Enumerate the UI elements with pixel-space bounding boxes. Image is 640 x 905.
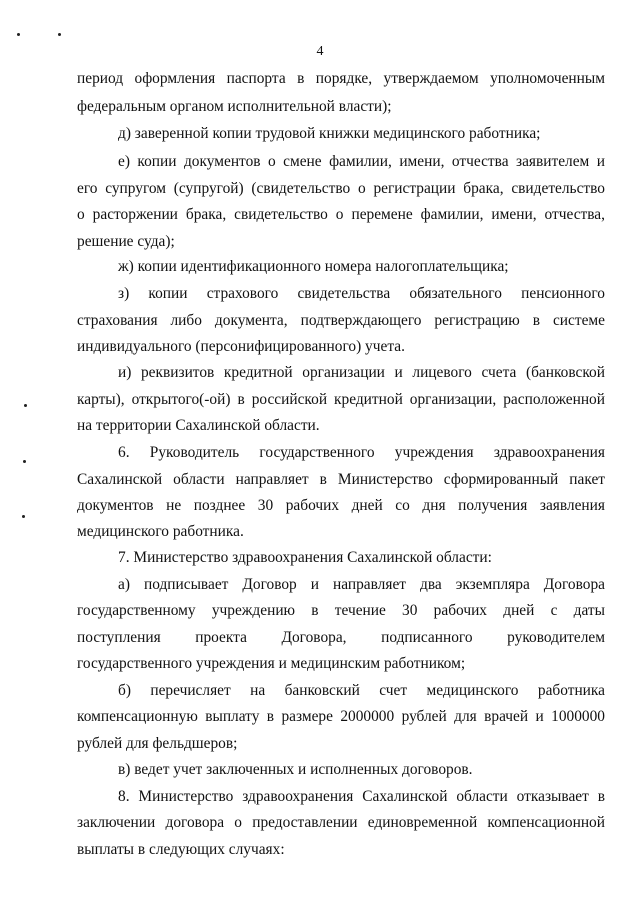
text-line: медицинского работника. <box>77 523 244 540</box>
text-line: б) перечисляет на банковский счет медицинского работника <box>118 682 605 699</box>
scan-speck <box>24 404 27 407</box>
text-line: 8. Министерство здравоохранения Сахалинской области отказывает в <box>118 788 605 805</box>
text-line: е) копии документов о смене фамилии, имени, отчества заявителем и <box>118 153 605 170</box>
text-line: страхования либо документа, подтверждающего регистрацию в системе <box>77 312 605 329</box>
scan-speck <box>22 515 25 518</box>
text-line: компенсационную выплату в размере 2000000 рублей для врачей и 1000000 <box>77 708 605 725</box>
text-line: заключении договора о предоставлении единовременной компенсационной <box>77 814 605 831</box>
text-line: д) заверенной копии трудовой книжки медицинского работника; <box>118 125 541 142</box>
text-line: документов не позднее 30 рабочих дней со дня получения заявления <box>77 497 605 514</box>
text-line: поступления проекта Договора, подписанного руководителем <box>77 629 605 646</box>
text-line: период оформления паспорта в порядке, утверждаемом уполномоченным <box>77 70 605 87</box>
text-line: 6. Руководитель государственного учреждения здравоохранения <box>118 444 605 461</box>
text-line: решение суда); <box>77 233 175 250</box>
text-line: карты), открытого(-ой) в российской кредитной организации, расположенной <box>77 391 605 408</box>
text-line: рублей для фельдшеров; <box>77 735 238 752</box>
text-line: государственного учреждения и медицинским работником; <box>77 655 466 672</box>
text-line: з) копии страхового свидетельства обязательного пенсионного <box>118 285 605 302</box>
text-line: а) подписывает Договор и направляет два экземпляра Договора <box>118 576 605 593</box>
text-line: Сахалинской области направляет в Министерство сформированный пакет <box>77 471 605 488</box>
scan-speck <box>23 460 26 463</box>
text-line: государственному учреждению в течение 30 рабочих дней с даты <box>77 602 605 619</box>
text-line: на территории Сахалинской области. <box>77 417 320 434</box>
text-line: его супругом (супругой) (свидетельство о регистрации брака, свидетельство <box>77 180 605 197</box>
text-line: выплаты в следующих случаях: <box>77 841 285 858</box>
text-line: 7. Министерство здравоохранения Сахалинской области: <box>118 549 492 566</box>
text-line: о расторжении брака, свидетельство о перемене фамилии, имени, отчества, <box>77 206 605 223</box>
text-line: и) реквизитов кредитной организации и лицевого счета (банковской <box>118 364 605 381</box>
page-number: 4 <box>316 44 324 59</box>
text-line: ж) копии идентификационного номера налогоплательщика; <box>118 258 509 275</box>
text-line: в) ведет учет заключенных и исполненных договоров. <box>118 761 473 778</box>
scan-speck <box>17 33 20 36</box>
text-line: федеральным органом исполнительной власти); <box>77 98 392 115</box>
scan-speck <box>58 33 61 36</box>
text-line: индивидуального (персонифицированного) учета. <box>77 338 405 355</box>
